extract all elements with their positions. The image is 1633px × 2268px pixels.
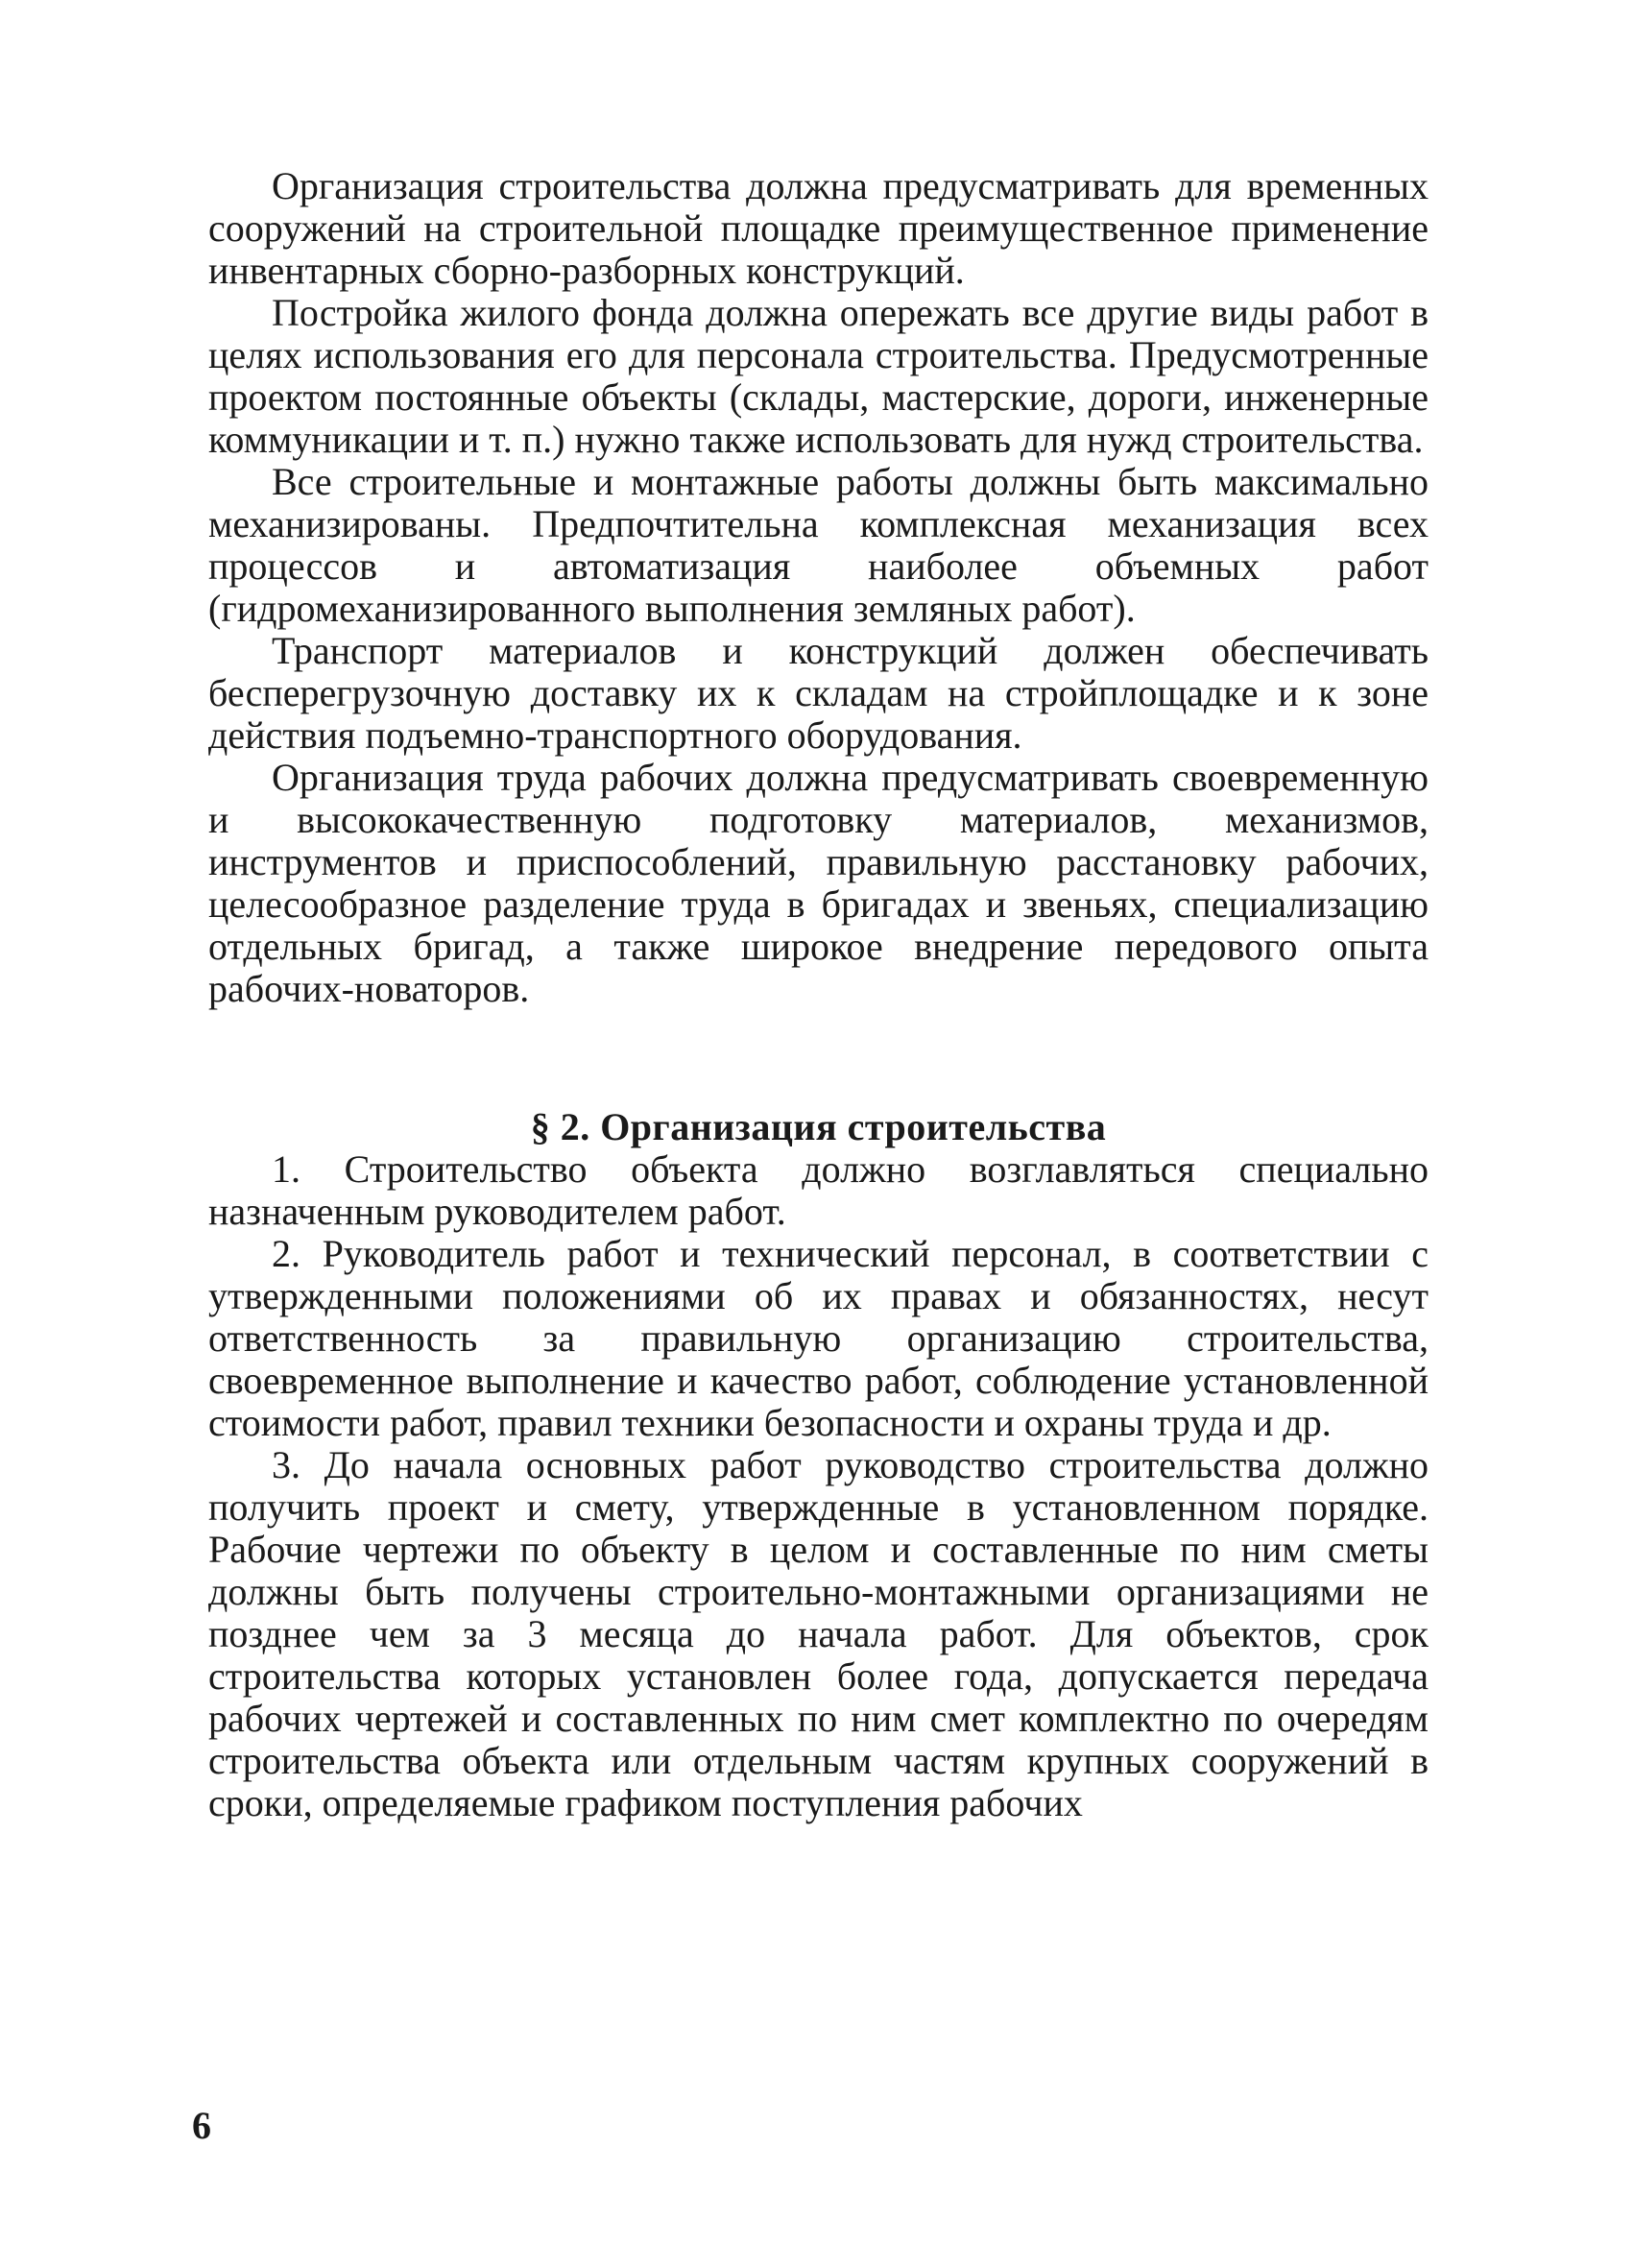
paragraph-temporary-structures: Организация строительства должна предусматривать для временных сооружений на строительной площадке преимущественное применение инвентарных сборно-разборных конструкций. <box>208 164 1429 292</box>
page-number: 6 <box>192 2104 211 2147</box>
paragraph-housing-construction: Постройка жилого фонда должна опережать все другие виды работ в целях использования его для персонала строительства. Предусмотренные проектом постоянные объекты (склады, мастерские, дороги, инженерные коммуникации и т. п.) нужно также использовать для нужд строительства. <box>208 291 1429 461</box>
paragraph-item-1: 1. Строительство объекта должно возглавляться специально назначенным руководителем работ. <box>208 1147 1429 1233</box>
paragraph-labor-organization: Организация труда рабочих должна предусматривать своевременную и высококачественную подготовку материалов, механизмов, инструментов и приспособлений, правильную расстановку рабочих, целесообразное разделение труда в бригадах и звеньях, специализацию отдельных бригад, а также широкое внедрение передового опыта рабочих-новаторов. <box>208 756 1429 1010</box>
paragraph-transport: Транспорт материалов и конструкций должен обеспечивать бесперегрузочную доставку их к складам на стройплощадке и к зоне действия подъемно-транспортного оборудования. <box>208 629 1429 757</box>
paragraph-item-2: 2. Руководитель работ и технический персонал, в соответствии с утвержденными положениями об их правах и обязанностях, несут ответственность за правильную организацию строительства, своевременное выполнение и качество работ, соблюдение установленной стоимости работ, правил техники безопасности и охраны труда и др. <box>208 1232 1429 1444</box>
paragraph-mechanization: Все строительные и монтажные работы должны быть максимально механизированы. Предпочтительна комплексная механизация всех процессов и автоматизация наиболее объемных работ (гидромеханизированного выполнения земляных работ). <box>208 460 1429 630</box>
paragraph-item-3: 3. До начала основных работ руководство строительства должно получить проект и смету, утвержденные в установленном порядке. Рабочие чертежи по объекту в целом и составленные по ним сметы должны быть получены строительно-монтажными организациями не позднее чем за 3 месяца до начала работ. Для объектов, срок строительства которых установлен более года, допускается передача рабочих чертежей и составленных по ним смет комплектно по очередям строительства объекта или отдельным частям крупных сооружений в сроки, определяемые графиком поступления рабочих <box>208 1443 1429 1824</box>
page-body <box>208 165 1429 1824</box>
section-heading: § 2. Организация строительства <box>530 1105 1107 1148</box>
